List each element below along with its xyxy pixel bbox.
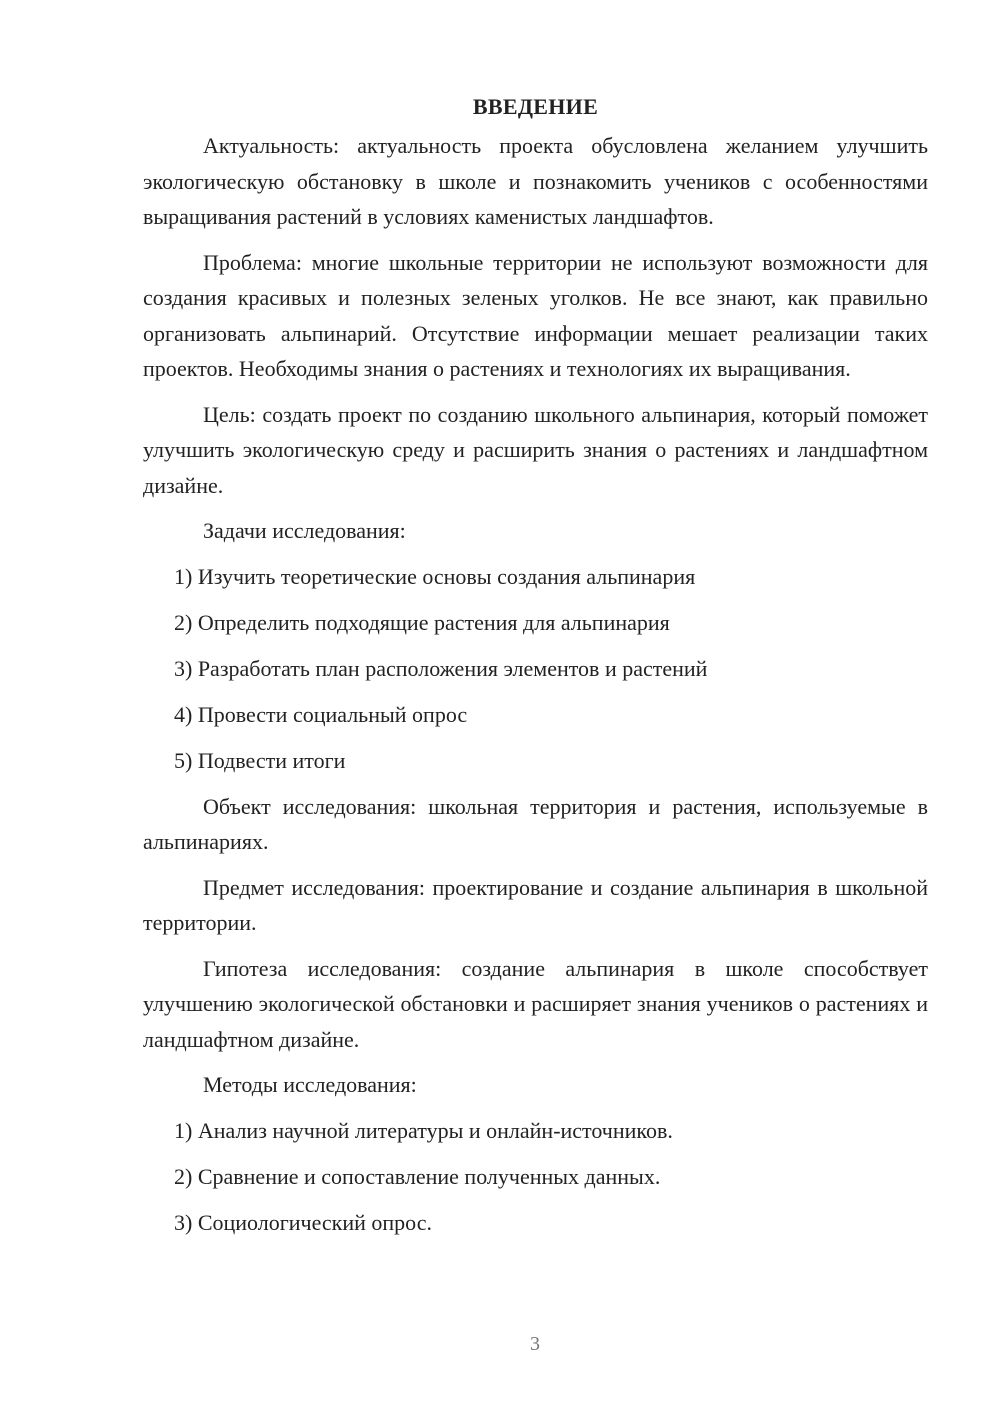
methods-list [143,1113,928,1241]
relevance-paragraph: Актуальность: актуальность проекта обусловлена желанием улучшить экологическую обстановку в школе и познакомить учеников с особенностями выращивания растений в условиях каменистых ландшафтов. [143,133,928,229]
list-item: 3) Разработать план расположения элементов и растений [174,655,708,681]
list-item: 5) Подвести итоги [174,747,346,773]
list-item: 2) Сравнение и сопоставление полученных данных. [174,1163,661,1189]
list-item: 1) Изучить теоретические основы создания альпинария [174,563,696,589]
tasks-heading: Задачи исследования: [203,518,406,543]
document-page [143,92,928,1251]
list-item: 3) Социологический опрос. [174,1209,432,1235]
list-item: 1) Анализ научной литературы и онлайн-источников. [174,1117,673,1143]
methods-heading: Методы исследования: [203,1072,417,1097]
tasks-list [143,559,928,779]
problem-paragraph: Проблема: многие школьные территории не используют возможности для создания красивых и полезных зеленых уголков. Не все знают, как правильно организовать альпинарий. Отсутствие информации мешает реализации таких проектов. Необходимы знания о растениях и технологиях их выращивания. [143,249,928,381]
page-number: 3 [530,1333,540,1355]
page-title: ВВЕДЕНИЕ [472,94,599,119]
list-item: 2) Определить подходящие растения для альпинария [174,609,670,635]
list-item: 4) Провести социальный опрос [174,701,468,727]
goal-paragraph: Цель: создать проект по созданию школьного альпинария, который поможет улучшить экологическую среду и расширить знания о растениях и ландшафтном дизайне. [143,401,928,498]
object-paragraph: Объект исследования: школьная территория и растения, используемые в альпинариях. [143,793,928,854]
subject-paragraph: Предмет исследования: проектирование и создание альпинария в школьной территории. [143,874,928,935]
hypothesis-paragraph: Гипотеза исследования: создание альпинария в школе способствует улучшению экологической обстановки и расширяет знания учеников о растениях и ландшафтном дизайне. [143,955,928,1052]
